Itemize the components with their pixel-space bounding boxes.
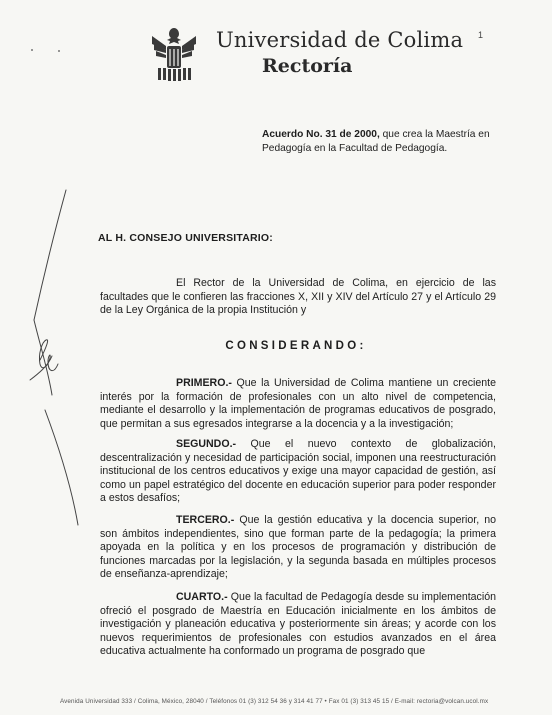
agreement-summary [262,128,502,155]
preamble-paragraph [100,277,496,318]
addressee: AL H. CONSEJO UNIVERSITARIO: [98,232,273,244]
clause-text: Que la facultad de Pedagogía desde su implementación ofreció el posgrado de Maestría en Educación inicialmente en los ámbitos de investigación y planeación educativa y posteriormente sin áreas; y acorde con los nuevos requerimientos de profesionales con estudios avanzados en el área educativa actualmente ha conformado un programa de posgrado que [100,591,496,657]
university-crest-icon [148,22,200,82]
office-title: Rectoría [262,55,353,77]
clause-label: TERCERO.- [176,514,235,526]
considerando-heading: CONSIDERANDO: [225,340,367,352]
clause-paragraph [100,377,496,431]
clause-paragraph [100,438,496,506]
clause-paragraph [100,514,496,582]
clause-paragraph [100,591,496,659]
preamble-text: El Rector de la Universidad de Colima, en ejercicio de las facultades que le confieren las fracciones X, XII y XIV del Artículo 27 y el Artículo 29 de la Ley Orgánica de la propia Institución y [100,277,496,316]
clause-text: Que el nuevo contexto de globalización, descentralización y necesidad de participación social, imponen una reestructuración institucional de los centros educativos y exige una mayor capacidad de gestión, así como un papel estratégico del docente en educación superior para poder responder a estos desafíos; [100,438,496,504]
university-name: Universidad de Colima [216,28,464,52]
clause-label: PRIMERO.- [176,377,232,389]
clause-label: SEGUNDO.- [176,438,237,450]
clause-text: Que la Universidad de Colima mantiene un creciente interés por la formación de profesionales con un alto nivel de competencia, mediante el desarrollo y la implementación de programas educativos de posgrado, que permitan a sus egresados integrarse a la docencia y a la investigación; [100,377,496,430]
page-number: 1 [478,30,484,40]
clause-label: CUARTO.- [176,591,228,603]
footer-address: Avenida Universidad 333 / Colima, México, 28040 / Teléfonos 01 (3) 312 54 36 y 314 41 77 • Fax 01 (3) 313 45 15 / E-mail: rectoria@volcan.ucol.mx [60,698,489,705]
clause-text: Que la gestión educativa y la docencia superior, no son ámbitos independientes, sino que forman parte de la pedagogía; la primera apoyada en la política y en los procesos de programación y distribución de funciones marcadas por la legislación, y la segunda basada en múltiples procesos de enseñanza-aprendizaje; [100,514,496,580]
agreement-description: que crea la Maestría en Pedagogía en la Facultad de Pedagogía. [262,129,490,154]
agreement-number: Acuerdo No. 31 de 2000, [262,129,380,140]
